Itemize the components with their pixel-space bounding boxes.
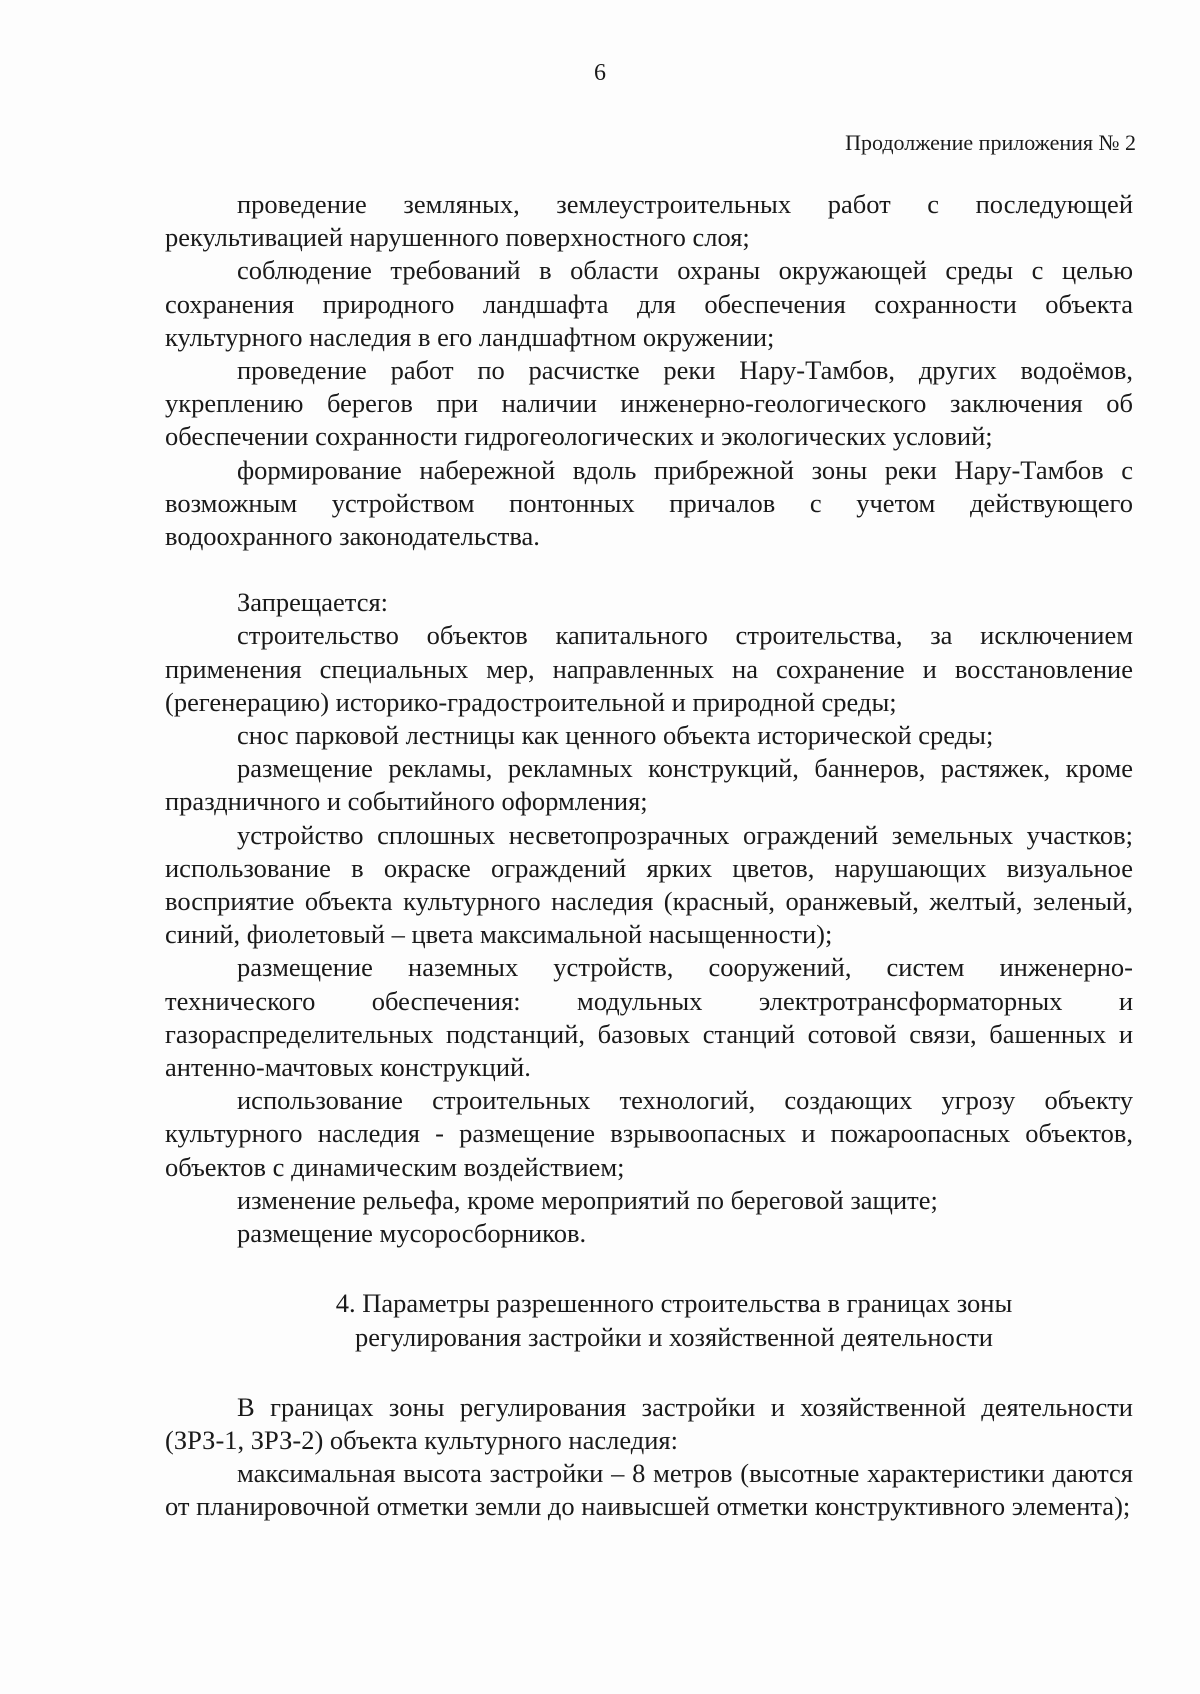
- prohibited-item: размещение рекламы, рекламных конструкций, баннеров, растяжек, кроме праздничного и событийного оформления;: [165, 753, 1133, 817]
- paragraph: формирование набережной вдоль прибрежной зоны реки Нару-Тамбов с возможным устройством понтонных причалов с учетом действующего водоохранного законодательства.: [165, 454, 1133, 552]
- prohibited-item: снос парковой лестницы как ценного объекта исторической среды;: [237, 720, 994, 751]
- document-body: [165, 188, 1133, 1524]
- paragraph: проведение работ по расчистке реки Нару-Тамбов, других водоёмов, укреплению берегов при наличии инженерно-геологического заключения об обеспечении сохранности гидрогеологических и экологических условий;: [165, 355, 1133, 452]
- appendix-continuation-label: Продолжение приложения № 2: [845, 130, 1136, 155]
- prohibited-heading: Запрещается:: [237, 587, 389, 618]
- section-4-title-line-1: 4. Параметры разрешенного строительства в границах зоны: [335, 1288, 1013, 1319]
- paragraph: соблюдение требований в области охраны окружающей среды с целью сохранения природного ландшафта для обеспечения сохранности объекта культурного наследия в его ландшафтном окружении;: [165, 255, 1133, 352]
- paragraph: проведение земляных, землеустроительных работ с последующей рекультивацией нарушенного поверхностного слоя;: [165, 189, 1133, 253]
- paragraph: максимальная высота застройки – 8 метров (высотные характеристики даются от планировочной отметки земли до наивысшей отметки конструктивного элемента);: [165, 1458, 1133, 1522]
- prohibited-item: размещение наземных устройств, сооружений, систем инженерно-технического обеспечения: модульных электротрансформаторных и газораспределительных подстанций, базовых станций сотовой связи, башенных и антенно-мачтовых конструкций.: [165, 952, 1133, 1083]
- prohibited-item: устройство сплошных несветопрозрачных ограждений земельных участков; использование в окраске ограждений ярких цветов, нарушающих визуальное восприятие объекта культурного наследия (красный, оранжевый, желтый, зеленый, синий, фиолетовый – цвета максимальной насыщенности);: [165, 819, 1133, 950]
- prohibited-item: изменение рельефа, кроме мероприятий по береговой защите;: [237, 1184, 938, 1215]
- section-4-title: [165, 1287, 1133, 1353]
- paragraph: В границах зоны регулирования застройки и хозяйственной деятельности (ЗРЗ-1, ЗРЗ-2) объекта культурного наследия:: [165, 1391, 1133, 1455]
- prohibited-item: строительство объектов капитального строительства, за исключением применения специальных мер, направленных на сохранение и восстановление (регенерацию) историко-градостроительной и природной среды;: [165, 620, 1133, 717]
- section-4-title-line-2: регулирования застройки и хозяйственной деятельности: [355, 1321, 993, 1352]
- prohibited-item: размещение мусоросборников.: [237, 1218, 587, 1249]
- prohibited-item: использование строительных технологий, создающих угрозу объекту культурного наследия - размещение взрывоопасных и пожароопасных объектов, объектов с динамическим воздействием;: [165, 1085, 1133, 1182]
- page-number: 6: [594, 60, 606, 86]
